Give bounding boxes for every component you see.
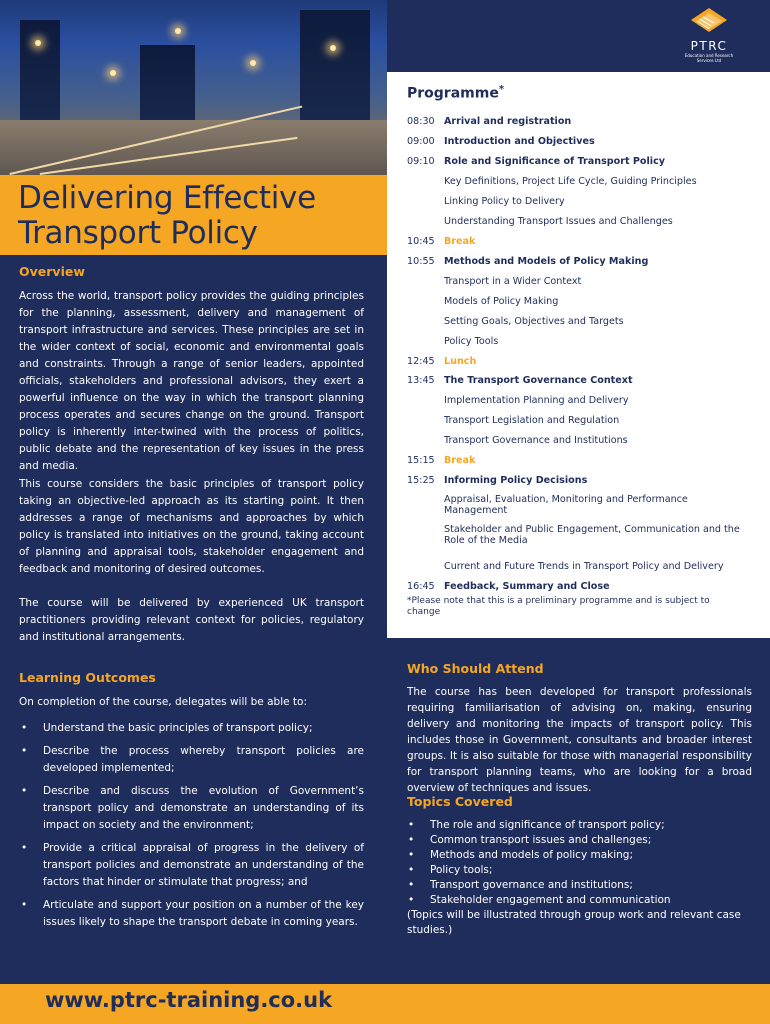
programme-title-mark: * bbox=[498, 84, 505, 95]
programme-session: Informing Policy Decisions bbox=[444, 475, 588, 486]
programme-item: Transport Governance and Institutions bbox=[444, 435, 628, 446]
programme-break: Break bbox=[444, 455, 476, 466]
learning-outcomes-list bbox=[19, 720, 364, 937]
programme-break: Lunch bbox=[444, 356, 477, 367]
programme-item: Transport Legislation and Regulation bbox=[444, 415, 620, 426]
who-should-attend-heading: Who Should Attend bbox=[407, 661, 544, 676]
programme-time: 12:45 bbox=[407, 356, 435, 367]
topics-list bbox=[407, 818, 757, 908]
road-surface bbox=[0, 120, 387, 175]
programme-item: Current and Future Trends in Transport Policy and Delivery bbox=[444, 561, 724, 572]
list-item: • Transport governance and institutions; bbox=[407, 878, 757, 893]
overview-paragraph-1: Across the world, transport policy provides the guiding principles for the planning, assessment, delivery and management of transport infrastructure and services. These principles are set in the wider context of social, economic and environmental goals and constraints. Through a range of senior leaders, appointed officials, stakeholders and professional advisors, they exert a powerful influence on the way in which the transport planning process operates and secures change on the ground. Transport policy is inherently inter-twined with the process of politics, public debate and the representation of key issues in the press and media. bbox=[19, 290, 364, 472]
programme-time: 16:45 bbox=[407, 581, 435, 592]
hero-photo-tram-street bbox=[0, 0, 387, 175]
overview-heading: Overview bbox=[19, 264, 85, 279]
programme-break: Break bbox=[444, 236, 476, 247]
programme-note: *Please note that this is a preliminary programme and is subject to change bbox=[407, 596, 710, 617]
programme-item: Linking Policy to Delivery bbox=[444, 196, 565, 207]
page-title bbox=[18, 181, 316, 251]
logo-name: PTRC bbox=[690, 39, 728, 53]
street-light bbox=[175, 28, 181, 34]
programme-item: Appraisal, Evaluation, Monitoring and Performance Management bbox=[444, 494, 688, 516]
programme-item: Models of Policy Making bbox=[444, 296, 559, 307]
street-light bbox=[250, 60, 256, 66]
programme-item: Transport in a Wider Context bbox=[444, 276, 582, 287]
programme-item: Key Definitions, Project Life Cycle, Guiding Principles bbox=[444, 176, 697, 187]
ptrc-logo bbox=[680, 8, 738, 63]
website-link[interactable]: www.ptrc-training.co.uk bbox=[45, 988, 333, 1012]
programme-time: 15:15 bbox=[407, 455, 435, 466]
programme-title bbox=[407, 84, 504, 102]
programme-session: Introduction and Objectives bbox=[444, 136, 595, 147]
list-item: • Provide a critical appraisal of progress in the delivery of transport policies and demonstrate an understanding of the factors that hinder or stimulate that progress; and bbox=[19, 840, 364, 891]
logo-subtitle: Education and Research Services Ltd bbox=[684, 53, 734, 63]
list-item: • Methods and models of policy making; bbox=[407, 848, 757, 863]
programme-item: Stakeholder and Public Engagement, Communication and the Role of the Media bbox=[444, 524, 740, 546]
list-item: • Stakeholder engagement and communication bbox=[407, 893, 757, 908]
programme-session: Feedback, Summary and Close bbox=[444, 581, 610, 592]
topics-covered-heading: Topics Covered bbox=[407, 794, 513, 809]
programme-item: Policy Tools bbox=[444, 336, 499, 347]
list-item: • Common transport issues and challenges; bbox=[407, 833, 757, 848]
programme-session: Role and Significance of Transport Policy bbox=[444, 156, 666, 167]
programme-time: 08:30 bbox=[407, 116, 435, 127]
programme-time: 10:45 bbox=[407, 236, 435, 247]
programme-time: 10:55 bbox=[407, 256, 435, 267]
right-lower-panel bbox=[387, 638, 770, 984]
ptrc-logo-icon bbox=[691, 8, 727, 38]
programme-session: The Transport Governance Context bbox=[444, 375, 633, 386]
list-item: • Policy tools; bbox=[407, 863, 757, 878]
topics-note: (Topics will be illustrated through group work and relevant case studies.) bbox=[407, 909, 741, 936]
learning-outcomes-intro: On completion of the course, delegates will be able to: bbox=[19, 696, 307, 708]
list-item: • Describe the process whereby transport policies are developed implemented; bbox=[19, 743, 364, 777]
list-item: • Articulate and support your position on a number of the key issues likely to shape the transport debate in coming years. bbox=[19, 897, 364, 931]
learning-outcomes-heading: Learning Outcomes bbox=[19, 670, 156, 685]
programme-time: 09:10 bbox=[407, 156, 435, 167]
overview-paragraph-3: The course will be delivered by experienced UK transport practitioners providing relevant context for policies, regulatory and institutional arrangements. bbox=[19, 597, 364, 643]
street-light bbox=[330, 45, 336, 51]
title-line-1: Delivering Effective bbox=[18, 180, 316, 216]
programme-session: Arrival and registration bbox=[444, 116, 572, 127]
overview-paragraph-2: This course considers the basic principles of transport policy taking an objective-led approach as its starting point. It then addresses a range of mechanisms and approaches by which policy is translated into initiatives on the ground, taking account of planning and appraisal tools, stakeholder engagement and feedback and monitoring of desired outcomes. bbox=[19, 478, 364, 575]
street-light bbox=[35, 40, 41, 46]
footer-band bbox=[0, 984, 770, 1024]
street-light bbox=[110, 70, 116, 76]
programme-time: 09:00 bbox=[407, 136, 435, 147]
programme-item: Setting Goals, Objectives and Targets bbox=[444, 316, 624, 327]
list-item: • Describe and discuss the evolution of Government’s transport policy and demonstrate an understanding of its impact on society and the environment; bbox=[19, 783, 364, 834]
programme-panel bbox=[387, 72, 770, 638]
programme-time: 15:25 bbox=[407, 475, 435, 486]
programme-time: 13:45 bbox=[407, 375, 435, 386]
list-item: • The role and significance of transport policy; bbox=[407, 818, 757, 833]
who-should-attend-text: The course has been developed for transport professionals requiring familiarisation of advising on, making, ensuring delivery and monitoring the impacts of transport policy. This includes those in Government, consultants and broader interest groups. It is also suitable for those with managerial responsibility for transport planning teams, who are looking for a broad overview of techniques and issues. bbox=[407, 686, 752, 794]
list-item: • Understand the basic principles of transport policy; bbox=[19, 720, 364, 737]
programme-title-text: Programme bbox=[407, 85, 499, 102]
title-line-2: Transport Policy bbox=[18, 215, 258, 251]
programme-item: Implementation Planning and Delivery bbox=[444, 395, 629, 406]
programme-item: Understanding Transport Issues and Challenges bbox=[444, 216, 673, 227]
programme-session: Methods and Models of Policy Making bbox=[444, 256, 649, 267]
title-band bbox=[0, 175, 387, 255]
